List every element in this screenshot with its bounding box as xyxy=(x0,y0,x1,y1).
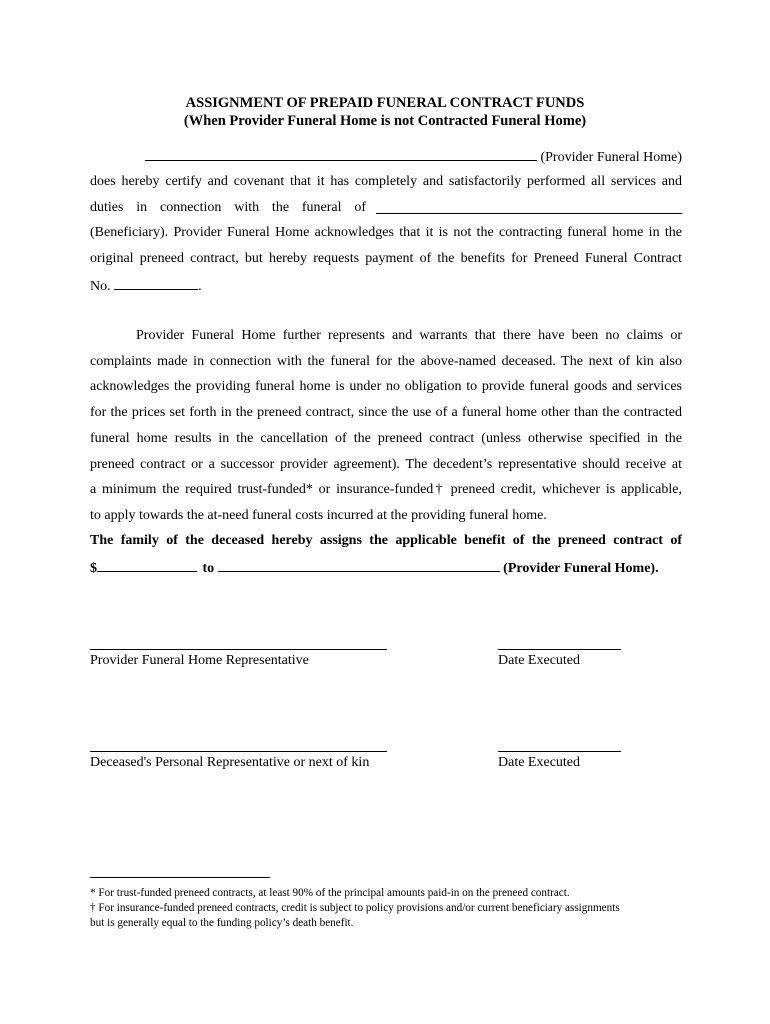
para2-line8: to apply towards the at-need funeral costs incurred at the providing funeral home. xyxy=(90,508,547,523)
footnote-insurance-cont: but is generally equal to the funding policy’s death benefit. xyxy=(90,917,354,929)
amount-blank[interactable] xyxy=(97,558,197,572)
to-label: to xyxy=(202,561,215,576)
date2-label: Date Executed xyxy=(498,755,581,770)
period: . xyxy=(198,279,202,294)
date1-signature-line[interactable] xyxy=(498,649,621,650)
para2-line6: preneed contract or a successor provider agreement). The decedent’s representative should receive at xyxy=(90,457,682,472)
para2-line4: for the prices set forth in the preneed contract, since the use of a funeral home other than the contracted xyxy=(90,405,682,420)
funeral-of-label: duties in connection with the funeral of xyxy=(90,200,366,215)
assignment-line2 xyxy=(90,558,682,578)
dollar-sign: $ xyxy=(90,561,97,576)
para1-line6 xyxy=(90,276,682,296)
recipient-label: (Provider Funeral Home). xyxy=(503,561,659,576)
provider-label: (Provider Funeral Home) xyxy=(540,150,682,165)
para2-line2: complaints made in connection with the funeral for the above-named deceased. The next of kin also xyxy=(90,354,682,369)
para2-line1: Provider Funeral Home further represents and warrants that there have been no claims or xyxy=(136,328,682,343)
personal-rep-signature-line[interactable] xyxy=(90,751,387,752)
footnote-divider xyxy=(90,877,270,878)
provider-line xyxy=(90,147,682,167)
para2-line5: funeral home results in the cancellation of the preneed contract (unless otherwise specified in the xyxy=(90,431,682,446)
date2-signature-line[interactable] xyxy=(498,751,621,752)
para1-line5: original preneed contract, but hereby requests payment of the benefits for Preneed Funeral Contract xyxy=(90,251,682,266)
para1-line3 xyxy=(90,199,682,217)
assignment-line1: The family of the deceased hereby assigns the applicable benefit of the preneed contract of xyxy=(90,533,682,548)
document-subtitle: (When Provider Funeral Home is not Contracted Funeral Home) xyxy=(183,113,587,129)
provider-rep-label: Provider Funeral Home Representative xyxy=(90,653,309,668)
date1-label: Date Executed xyxy=(498,653,581,668)
contract-no-label: No. xyxy=(90,279,111,294)
contract-number-blank[interactable] xyxy=(114,276,198,290)
para1-line2: does hereby certify and covenant that it has completely and satisfactorily performed all services and xyxy=(90,174,682,189)
para2-line7: a minimum the required trust-funded* or insurance-funded† preneed credit, whichever is applicable, xyxy=(90,482,682,497)
document-title: ASSIGNMENT OF PREPAID FUNERAL CONTRACT FUNDS xyxy=(185,95,585,111)
beneficiary-name-blank[interactable] xyxy=(376,200,682,214)
provider-name-blank[interactable] xyxy=(145,147,537,161)
para2-line3: acknowledges the providing funeral home is under no obligation to provide funeral goods and services xyxy=(90,379,682,394)
provider-rep-signature-line[interactable] xyxy=(90,649,387,650)
recipient-blank[interactable] xyxy=(218,558,500,572)
footnote-trust: * For trust-funded preneed contracts, at least 90% of the principal amounts paid-in on the preneed contract. xyxy=(90,887,570,899)
footnote-insurance: † For insurance-funded preneed contracts, credit is subject to policy provisions and/or current beneficiary assignments xyxy=(90,902,620,914)
para1-line4: (Beneficiary). Provider Funeral Home acknowledges that it is not the contracting funeral home in the xyxy=(90,225,682,240)
personal-rep-label: Deceased's Personal Representative or next of kin xyxy=(90,755,370,770)
